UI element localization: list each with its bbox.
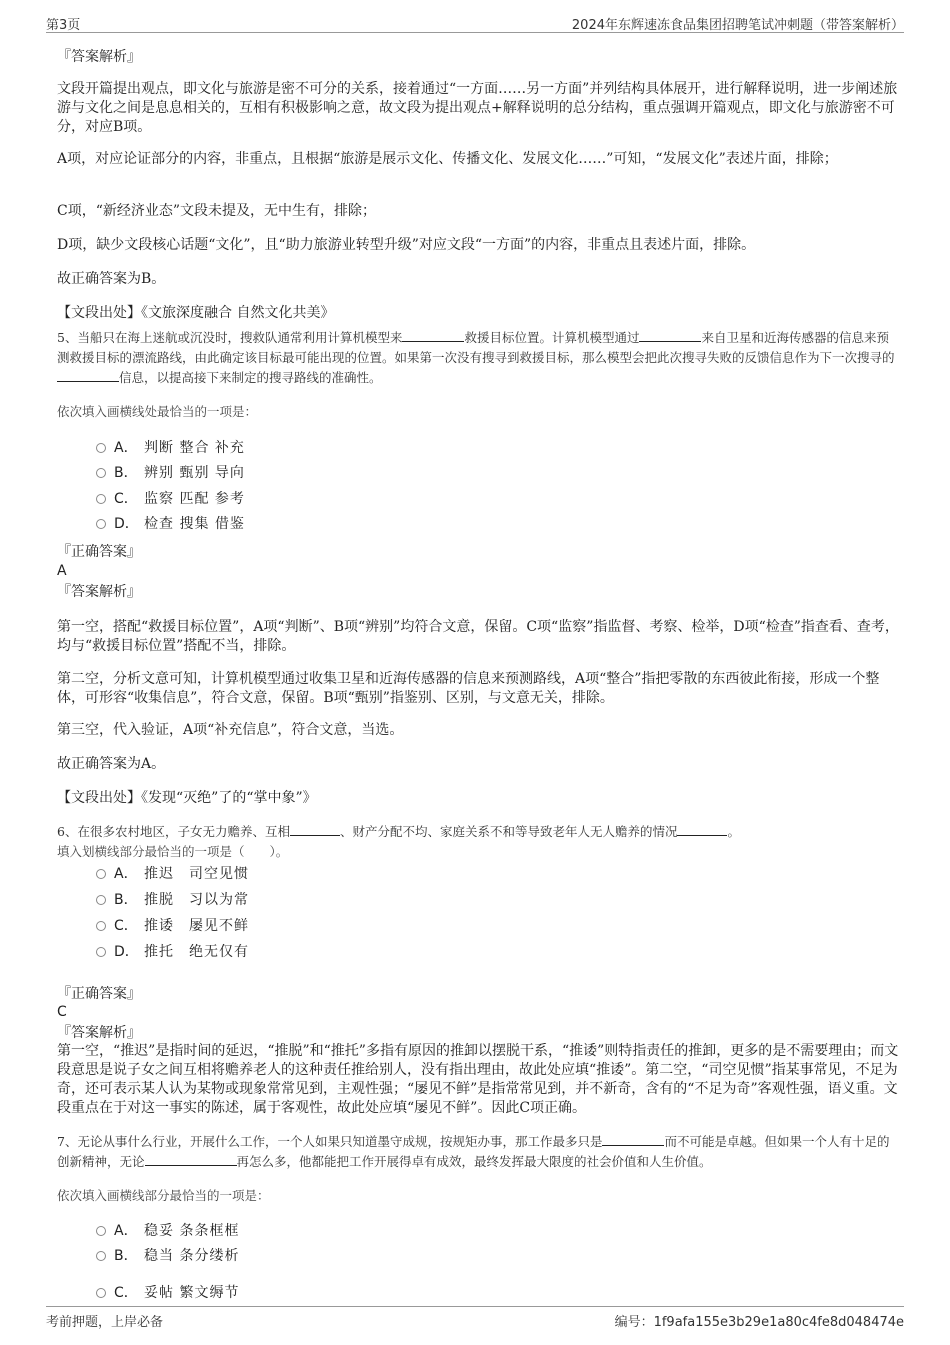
radio-button[interactable] xyxy=(96,921,106,931)
question-7-text xyxy=(57,1132,900,1172)
question-text-segment: 7、无论从事什么行业，开展什么工作，一个人如果只知道墨守成规，按规矩办事，那工作最多只是 xyxy=(57,1134,603,1149)
correct-answer-label: 『正确答案』 xyxy=(57,986,141,1002)
option-letter: D． xyxy=(114,516,139,532)
analysis-paragraph: C项，“新经济业态”文段未提及，无中生有，排除； xyxy=(57,203,377,219)
question-text-segment: 而不可能是卓越。但如果一个人有十足的创新精神，无论 xyxy=(57,1134,890,1169)
document-title: 2024年东辉速冻食品集团招聘笔试冲刺题（带答案解析） xyxy=(571,18,904,33)
option-text: 监察 匹配 参考 xyxy=(144,491,245,507)
option-letter: C． xyxy=(114,1285,138,1301)
option-text: 辨别 甄别 导向 xyxy=(144,465,245,481)
page-header xyxy=(46,14,904,33)
question-5-text xyxy=(57,328,900,388)
option-text: 稳妥 条条框框 xyxy=(144,1223,240,1239)
analysis-label: 『答案解析』 xyxy=(57,1025,141,1041)
question-text-segment: 救援目标位置。计算机模型通过 xyxy=(464,330,640,345)
option-a[interactable] xyxy=(96,1221,239,1241)
correct-answer-label: 『正确答案』 xyxy=(57,544,141,560)
question-6-text xyxy=(57,822,900,842)
option-b[interactable] xyxy=(96,463,245,483)
option-letter: B． xyxy=(114,892,138,908)
option-letter: A． xyxy=(114,1223,138,1239)
blank-line xyxy=(677,823,727,836)
radio-button[interactable] xyxy=(96,895,106,905)
option-c[interactable] xyxy=(96,1283,239,1303)
correct-answer: C xyxy=(57,1004,67,1020)
option-text: 妥帖 繁文缛节 xyxy=(144,1285,240,1301)
blank-line xyxy=(145,1153,237,1166)
blank-line xyxy=(402,329,464,342)
option-text: 稳当 条分缕析 xyxy=(144,1248,240,1264)
question-text-segment: 、财产分配不均、家庭关系不和等导致老年人无人赡养的情况 xyxy=(339,824,678,839)
option-letter: B． xyxy=(114,465,138,481)
option-text: 推诿 屡见不鲜 xyxy=(144,918,249,934)
footer-slogan: 考前押题，上岸必备 xyxy=(46,1315,164,1330)
analysis-paragraph: 第二空，分析文意可知，计算机模型通过收集卫星和近海传感器的信息来预测路线，A项“整合”指把零散的东西彼此衔接，形成一个整体，可形容“收集信息”，符合文意，保留。B项“甄别”指鉴别、区别，与文意无关，排除。 xyxy=(57,671,880,706)
radio-button[interactable] xyxy=(96,1226,106,1236)
page-footer xyxy=(46,1306,904,1329)
radio-button[interactable] xyxy=(96,869,106,879)
analysis-label: 『答案解析』 xyxy=(57,49,141,65)
option-text: 判断 整合 补充 xyxy=(144,440,245,456)
question-text-segment: 信息，以提高接下来制定的搜寻路线的准确性。 xyxy=(119,370,382,385)
radio-button[interactable] xyxy=(96,1251,106,1261)
analysis-paragraph: 第一空，搭配“救援目标位置”，A项“判断”、B项“辨别”均符合文意，保留。C项“监察”指监督、考察、检举，D项“检查”指查看、查考，均与“救援目标位置”搭配不当，排除。 xyxy=(57,619,899,654)
question-prompt: 依次填入画横线部分最恰当的一项是： xyxy=(57,1188,270,1203)
option-letter: A． xyxy=(114,440,138,456)
page-number: 第3页 xyxy=(46,18,81,33)
radio-button[interactable] xyxy=(96,947,106,957)
option-text: 检查 搜集 借鉴 xyxy=(144,516,245,532)
source-citation: 【文段出处】《文旅深度融合 自然文化共美》 xyxy=(57,305,335,321)
option-text: 推脱 习以为常 xyxy=(144,892,249,908)
option-d[interactable] xyxy=(96,942,249,962)
answer-conclusion: 故正确答案为B。 xyxy=(57,271,166,287)
blank-line xyxy=(57,369,119,382)
analysis-paragraph: 第三空，代入验证，A项“补充信息”，符合文意，当选。 xyxy=(57,722,404,738)
blank-line xyxy=(639,329,701,342)
option-text: 推托 绝无仅有 xyxy=(144,944,249,960)
option-letter: B． xyxy=(114,1248,138,1264)
answer-conclusion: 故正确答案为A。 xyxy=(57,756,166,772)
option-c[interactable] xyxy=(96,489,245,509)
analysis-paragraph: D项，缺少文段核心话题“文化”，且“助力旅游业转型升级”对应文段“一方面”的内容，非重点且表述片面，排除。 xyxy=(57,237,756,253)
analysis-paragraph: 文段开篇提出观点，即文化与旅游是密不可分的关系，接着通过“一方面……另一方面”并列结构具体展开，进行解释说明，进一步阐述旅游与文化之间是息息相关的，互相有积极影响之意，故文段为提出观点+解释说明的总分结构，重点强调开篇观点，即文化与旅游密不可分，对应B项。 xyxy=(57,81,898,135)
source-citation: 【文段出处】《发现“灭绝”了的“掌中象”》 xyxy=(57,790,317,806)
option-a[interactable] xyxy=(96,864,249,884)
option-letter: D． xyxy=(114,944,139,960)
option-text: 推迟 司空见惯 xyxy=(144,866,249,882)
option-letter: C． xyxy=(114,491,138,507)
correct-answer: A xyxy=(57,563,67,579)
radio-button[interactable] xyxy=(96,494,106,504)
blank-line xyxy=(290,823,340,836)
option-c[interactable] xyxy=(96,916,249,936)
radio-button[interactable] xyxy=(96,468,106,478)
analysis-label: 『答案解析』 xyxy=(57,584,141,600)
question-prompt: 依次填入画横线处最恰当的一项是： xyxy=(57,404,258,419)
radio-button[interactable] xyxy=(96,519,106,529)
radio-button[interactable] xyxy=(96,1288,106,1298)
question-text-segment: 6、在很多农村地区，子女无力赡养、互相 xyxy=(57,824,290,839)
option-a[interactable] xyxy=(96,438,245,458)
analysis-paragraph: A项，对应论证部分的内容，非重点，且根据“旅游是展示文化、传播文化、发展文化……”可知，“发展文化”表述片面，排除； xyxy=(57,151,838,167)
question-text-segment: 。 xyxy=(727,824,740,839)
blank-line xyxy=(602,1133,664,1146)
option-letter: A． xyxy=(114,866,138,882)
question-text-segment: 再怎么多，他都能把工作开展得卓有成效，最终发挥最大限度的社会价值和人生价值。 xyxy=(236,1154,712,1169)
analysis-paragraph: 第一空，“推迟”是指时间的延迟，“推脱”和“推托”多指有原因的推卸以摆脱干系，“推诿”则特指责任的推卸，更多的是不需要理由；而文段意思是说子女之间互相将赡养老人的这种责任推给别人，没有指出理由，故此处应填“推诿”。第二空，“司空见惯”指某事常见，不足为奇，还可表示某人认为某物或现象常常见到，主观性强；“屡见不鲜”是指常常见到，并不新奇，含有的“不足为奇”客观性强，语义重。文段重点在于对这一事实的陈述，属于客观性，故此处应填“屡见不鲜”。因此C项正确。 xyxy=(57,1043,899,1116)
option-b[interactable] xyxy=(96,890,249,910)
radio-button[interactable] xyxy=(96,443,106,453)
document-id: 编号：1f9afa155e3b29e1a80c4fe8d048474e xyxy=(614,1315,904,1330)
option-d[interactable] xyxy=(96,514,245,534)
question-text-segment: 5、当船只在海上迷航或沉没时，搜救队通常利用计算机模型来 xyxy=(57,330,403,345)
option-b[interactable] xyxy=(96,1246,239,1266)
question-text-segment: 来自卫星和近海传感器的信息来预测救援目标的漂流路线，由此确定该目标最可能出现的位置。如果第一次没有搜寻到救援目标，那么模型会把此次搜寻失败的反馈信息作为下一次搜寻的 xyxy=(57,330,895,365)
option-letter: C． xyxy=(114,918,138,934)
question-prompt: 填入划横线部分最恰当的一项是（ ）。 xyxy=(57,844,289,859)
